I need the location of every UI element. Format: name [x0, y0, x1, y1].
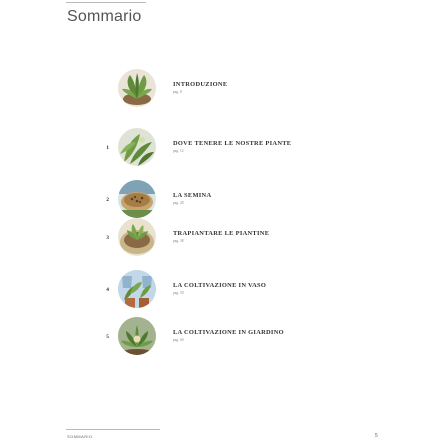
entry-page: pag. 38 [173, 239, 184, 243]
chapter-number: 5 [106, 334, 109, 340]
footer-section-label: SOMMARIO [67, 434, 93, 439]
chapter-number: 2 [106, 197, 109, 203]
entry-title: LA SEMINA [173, 192, 212, 199]
chapter-number: 1 [106, 145, 109, 151]
toc-entry-coltivazione-giardino[interactable] [0, 317, 445, 361]
entry-page: pag. 50 [173, 291, 184, 295]
toc-entry-trapiantare[interactable] [0, 218, 445, 262]
entry-page: pag. 28 [173, 201, 184, 205]
entry-page: pag. 8 [173, 90, 182, 94]
entry-title: INTRODUZIONE [173, 81, 228, 88]
entry-title: TRAPIANTARE LE PIANTINE [173, 230, 270, 237]
entry-title: LA COLTIVAZIONE IN GIARDINO [173, 329, 284, 336]
potted-plants-photo-icon [118, 270, 156, 308]
seedlings-photo-icon [118, 218, 156, 256]
toc-entry-introduzione[interactable] [0, 69, 445, 113]
page-title: Sommario [67, 8, 142, 25]
garden-plant-photo-icon [118, 317, 156, 355]
title-rule [66, 2, 146, 3]
entry-title: LA COLTIVAZIONE IN VASO [173, 282, 267, 289]
entry-title: DOVE TENERE LE NOSTRE PIANTE [173, 140, 292, 147]
plant-photo-icon [118, 69, 156, 107]
chapter-number: 4 [106, 287, 109, 293]
seeds-photo-icon [118, 180, 156, 218]
entry-page: pag. 60 [173, 338, 184, 342]
entry-page: pag. 12 [173, 149, 184, 153]
chapter-number: 3 [106, 235, 109, 241]
toc-entry-coltivazione-vaso[interactable] [0, 270, 445, 314]
page-number: 5 [375, 433, 378, 439]
plant-photo-icon [118, 128, 156, 166]
toc-entry-dove-tenere[interactable] [0, 128, 445, 172]
footer-rule [66, 429, 160, 430]
